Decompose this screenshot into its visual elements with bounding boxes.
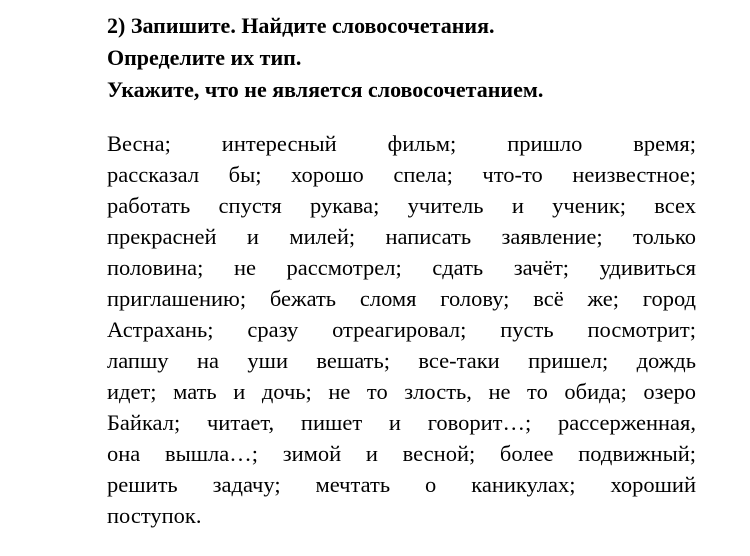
exercise-page	[107, 10, 696, 531]
body-line: прекрасней и милей; написать заявление; только	[107, 224, 696, 249]
body-line: работать спустя рукава; учитель и ученик; всех	[107, 193, 696, 218]
task-heading-line-3: Укажите, что не является словосочетанием.	[107, 77, 544, 102]
body-line: половина; не рассмотрел; сдать зачёт; удивиться	[107, 255, 696, 280]
body-line: она вышла…; зимой и весной; более подвижный;	[107, 441, 696, 466]
body-line: рассказал бы; хорошо спела; что-то неизвестное;	[107, 162, 696, 187]
body-line: решить задачу; мечтать о каникулах; хороший	[107, 472, 696, 497]
body-line: идет; мать и дочь; не то злость, не то обида; озеро	[107, 379, 696, 404]
body-line: приглашению; бежать сломя голову; всё же; город	[107, 286, 696, 311]
body-line: Астрахань; сразу отреагировал; пусть посмотрит;	[107, 317, 696, 342]
body-line: Весна; интересный фильм; пришло время;	[107, 131, 696, 156]
body-line: Байкал; читает, пишет и говорит…; рассерженная,	[107, 410, 696, 435]
task-body-text	[107, 128, 696, 531]
task-heading	[107, 10, 696, 106]
body-line: лапшу на уши вешать; все-таки пришел; дождь	[107, 348, 696, 373]
task-heading-line-1: 2) Запишите. Найдите словосочетания.	[107, 13, 495, 38]
task-heading-line-2: Определите их тип.	[107, 45, 302, 70]
body-line: поступок.	[107, 503, 202, 528]
